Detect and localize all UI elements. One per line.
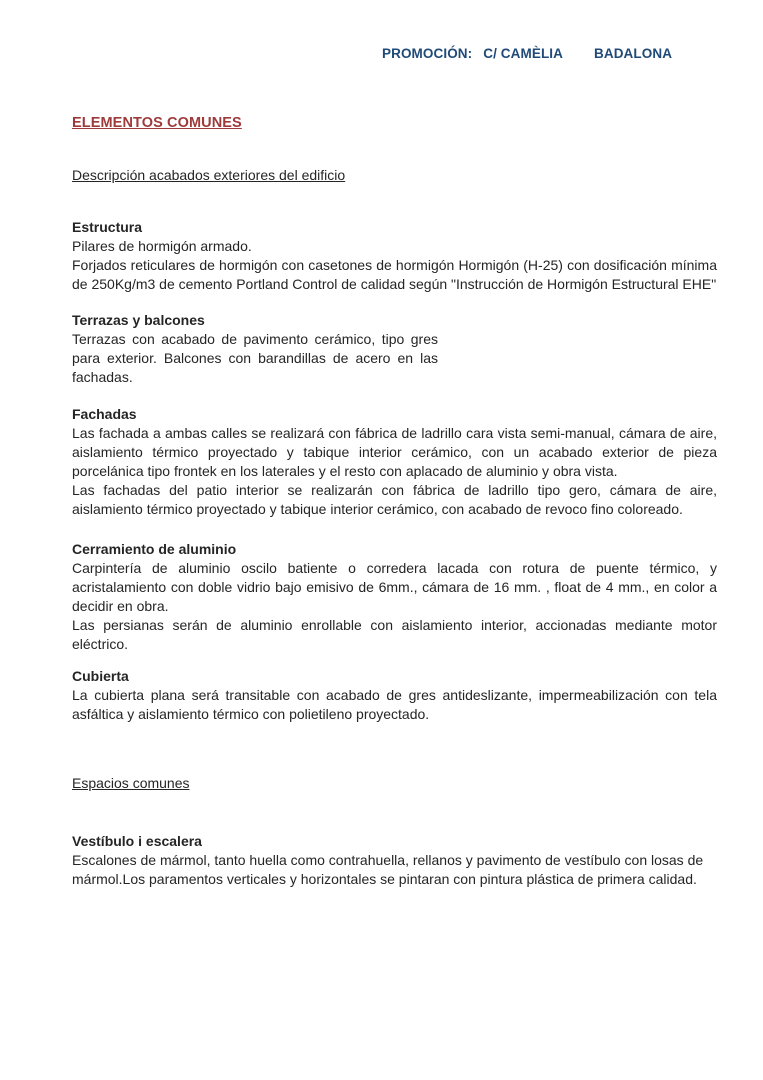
paragraph: Escalones de mármol, tanto huella como contrahuella, rellanos y pavimento de vestíbulo con losas de mármol.Los paramentos verticales y horizontales se pintaran con pintura plástica de primera calidad. — [72, 852, 704, 887]
section-fachadas — [72, 405, 717, 519]
section-vestibulo-i-escalera — [72, 832, 717, 889]
section-heading: Estructura — [72, 219, 143, 235]
promotion-label: PROMOCIÓN: — [382, 46, 473, 61]
paragraph: Las persianas serán de aluminio enrollable con aislamiento interior, accionadas mediante motor eléctrico. — [72, 617, 717, 652]
document-title: ELEMENTOS COMUNES — [72, 115, 242, 131]
paragraph: La cubierta plana será transitable con acabado de gres antideslizante, impermeabilización con tela asfáltica y aislamiento térmico con polietileno proyectado. — [72, 687, 717, 722]
document-body — [72, 0, 717, 889]
promotion-street: C/ CAMÈLIA — [483, 46, 563, 61]
paragraph: Forjados reticulares de hormigón con casetones de hormigón Hormigón (H-25) con dosificación mínima de 250Kg/m3 de cemento Portland Control de calidad según "Instrucción de Hormigón Estructural EHE" — [72, 257, 717, 292]
section-heading: Terrazas y balcones — [72, 312, 205, 328]
section-terrazas-y-balcones — [72, 311, 717, 387]
paragraph: Las fachadas del patio interior se realizarán con fábrica de ladrillo tipo gero, cámara de aire, aislamiento térmico proyectado y tabique interior cerámico, con acabado de revoco fino coloreado. — [72, 482, 717, 517]
section-cubierta — [72, 667, 717, 724]
paragraph: Terrazas con acabado de pavimento cerámico, tipo gres para exterior. Balcones con barandillas de acero en las fachadas. — [72, 331, 438, 385]
common-spaces-heading: Espacios comunes — [72, 775, 190, 791]
section-estructura — [72, 218, 717, 294]
section-cerramiento-de-aluminio — [72, 540, 717, 654]
section-heading: Fachadas — [72, 406, 137, 422]
promotion-city: BADALONA — [594, 46, 673, 61]
section-heading: Cubierta — [72, 668, 129, 684]
section-heading: Vestíbulo i escalera — [72, 833, 202, 849]
section-heading: Cerramiento de aluminio — [72, 541, 237, 557]
paragraph: Pilares de hormigón armado. — [72, 238, 252, 254]
paragraph: Carpintería de aluminio oscilo batiente o corredera lacada con rotura de puente térmico, y acristalamiento con doble vidrio bajo emisivo de 6mm., cámara de 16 mm. , float de 4 mm., en color a decidir en obra. — [72, 560, 717, 614]
exterior-finishes-heading: Descripción acabados exteriores del edificio — [72, 167, 346, 183]
paragraph: Las fachada a ambas calles se realizará con fábrica de ladrillo cara vista semi-manual, cámara de aire, aislamiento térmico proyectado y tabique interior cerámico, con un acabado exterior de pieza porcelánica tipo frontek en los laterales y el resto con aplacado de aluminio y obra vista. — [72, 425, 717, 479]
